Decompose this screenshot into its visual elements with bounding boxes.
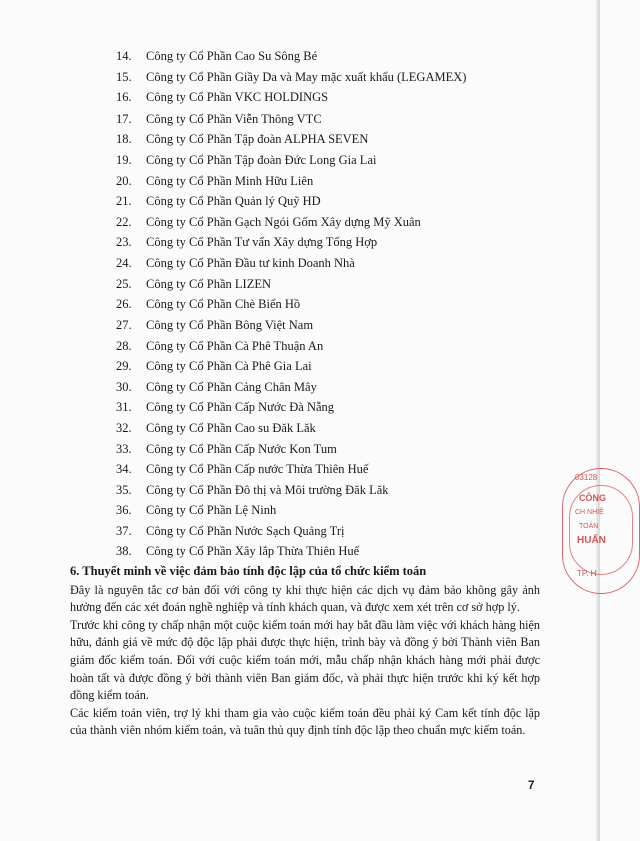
item-number: 14. [116,49,132,63]
company-name: Công ty Cổ Phần Minh Hữu Liên [146,173,314,188]
list-item [0,191,560,211]
company-name: Công ty Cổ Phần Viễn Thông VTC [146,111,322,126]
company-name: Công ty Cổ Phần Quản lý Quỹ HD [146,194,321,208]
list-item [0,212,560,232]
company-name: Công ty Cổ Phần Tập đoàn Đức Long Gia Lai [146,153,377,167]
list-item [0,253,560,273]
list-item [0,294,560,314]
stamp-text: 03128 [575,473,598,482]
list-item [0,315,560,335]
company-name: Công ty Cổ Phần Cao su Đăk Lăk [146,420,316,435]
independence-section [70,563,540,740]
list-item [0,109,560,129]
list-item [0,171,560,191]
company-name: Công ty Cổ Phần Cấp Nước Kon Tum [146,441,337,456]
stamp-text: TOÁN [579,523,599,530]
item-number: 25. [116,276,132,291]
list-item [0,129,560,149]
company-name: Công ty Cổ Phần Xây lắp Thừa Thiên Huế [146,544,360,558]
item-number: 27. [116,317,132,332]
page-number: 7 [528,780,535,792]
list-item [0,150,560,170]
item-number: 33. [116,441,132,456]
list-item [0,459,560,479]
list-item [0,87,560,107]
list-item [0,418,560,438]
company-name: Công ty Cổ Phần Giầy Da và May mặc xuất khẩu (LEGAMEX) [146,69,467,84]
section-heading: 6. Thuyết minh về việc đảm bảo tính độc lập của tổ chức kiểm toán [70,564,427,578]
stamp-text: CH NHIỆ [575,509,604,516]
list-item [0,500,560,520]
item-number: 31. [116,400,132,414]
item-number: 18. [116,132,132,146]
item-number: 28. [116,338,132,353]
item-number: 29. [116,359,132,373]
item-number: 22. [116,214,132,229]
item-number: 36. [116,503,132,517]
list-item [0,67,560,87]
list-item [0,336,560,356]
company-name: Công ty Cổ Phần Tập đoàn ALPHA SEVEN [146,132,369,146]
item-number: 20. [116,173,132,188]
item-number: 24. [116,256,132,270]
list-item [0,377,560,397]
item-number: 23. [116,235,132,249]
item-number: 21. [116,194,132,208]
section-paragraph: Các kiểm toán viên, trợ lý khi tham gia vào cuộc kiểm toán đều phải ký Cam kết tính độc lập của thành viên nhóm kiểm toán, và tuân thủ quy định tính độc lập theo chuẩn mực kiểm toán. [70,705,540,738]
list-item [0,274,560,294]
item-number: 34. [116,462,132,476]
page-edge-shadow [596,0,600,841]
item-number: 15. [116,69,132,84]
item-number: 30. [116,379,132,394]
company-name: Công ty Cổ Phần Đầu tư kinh Doanh Nhà [146,256,355,270]
company-name: Công ty Cổ Phần Bông Việt Nam [146,317,314,332]
company-name: Công ty Cổ Phần Cấp Nước Đà Nẵng [146,400,335,414]
list-item [0,541,560,561]
company-name: Công ty Cổ Phần Gạch Ngói Gốm Xây dựng Mỹ Xuân [146,214,421,229]
list-item [0,480,560,500]
item-number: 35. [116,482,132,497]
company-name: Công ty Cổ Phần VKC HOLDINGS [146,90,329,104]
list-item [0,521,560,541]
list-item [0,46,560,66]
company-name: Công ty Cổ Phần Cao Su Sông Bé [146,49,318,63]
item-number: 32. [116,420,132,435]
company-name: Công ty Cổ Phần Cấp nước Thừa Thiên Huế [146,462,369,476]
section-paragraph: Đây là nguyên tắc cơ bản đối với công ty khi thực hiện các dịch vụ đảm bảo không gây ảnh hưởng đến các xét đoán nghề nghiệp và tính khách quan, và được xem xét trên cơ sở hợp lý. [70,582,540,615]
item-number: 38. [116,544,132,558]
company-name: Công ty Cổ Phần Đô thị và Môi trường Đăk Lăk [146,482,389,497]
stamp-text: HUẤN [577,535,606,546]
company-name: Công ty Cổ Phần Lệ Ninh [146,503,277,517]
company-name: Công ty Cổ Phần Cà Phê Gia Lai [146,359,312,373]
item-number: 16. [116,90,132,104]
company-stamp [562,468,640,594]
company-name: Công ty Cổ Phần LIZEN [146,276,271,291]
item-number: 37. [116,523,132,538]
stamp-text: TP. H [577,569,597,578]
item-number: 26. [116,297,132,311]
stamp-text: CÔNG [579,493,606,503]
item-number: 19. [116,153,132,167]
company-name: Công ty Cổ Phần Cảng Chân Mây [146,379,317,394]
section-paragraph: Trước khi công ty chấp nhận một cuộc kiểm toán mới hay bắt đầu làm việc với khách hàng hiện hữu, đánh giá về mức độ độc lập phải được thực hiện, trình bày và đồng ý bởi Thành viên Ban giám đốc kiểm toán. Đối với cuộc kiểm toán mới, mẫu chấp nhận khách hàng mới phải được hoàn tất và được đồng ý bởi thành viên Ban giám đốc, và phải thực hiện trước khi ký kết hợp đồng kiểm toán. [70,617,540,703]
company-name: Công ty Cổ Phần Nước Sạch Quảng Trị [146,523,345,538]
company-name: Công ty Cổ Phần Tư vấn Xây dựng Tổng Hợp [146,235,378,249]
company-name: Công ty Cổ Phần Cà Phê Thuận An [146,338,324,353]
item-number: 17. [116,111,132,126]
company-name: Công ty Cổ Phần Chè Biển Hồ [146,297,301,311]
list-item [0,232,560,252]
list-item [0,439,560,459]
list-item [0,356,560,376]
list-item [0,397,560,417]
